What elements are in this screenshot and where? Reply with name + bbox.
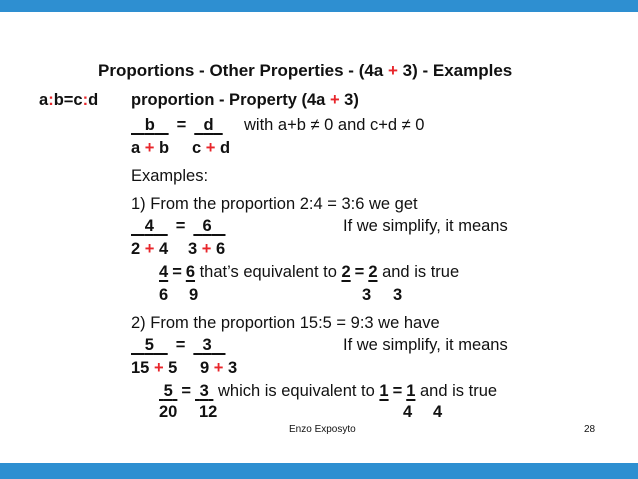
example2-denominator-left: 15 + 5 [131,359,178,377]
example1-simplified-den-right: 9 [189,286,199,304]
example1-simplified-den-left: 6 [159,286,169,304]
heading-plus-sign: + [329,91,340,109]
example2-num-left: 5 [144,336,154,354]
title-plus-sign: + [388,61,398,80]
example2-simplified-den-left: 20 [159,403,178,421]
example1-equiv-den-right: 3 [393,286,403,304]
example1-simplify-text: If we simplify, it means [343,217,508,235]
example1-denominator-right: 3 + 6 [188,240,226,258]
proportion-label: a:b=c:d [39,91,99,109]
property-denominator-left: a + b [131,139,170,157]
example2-intro: 2) From the proportion 15:5 = 9:3 we have [131,314,440,332]
examples-label: Examples: [131,167,209,185]
top-accent-bar [0,0,638,12]
bottom-accent-bar [0,463,638,479]
example1-equiv-den-left: 3 [362,286,372,304]
property-heading: proportion - Property (4a + 3) [131,91,359,109]
property-num-right: d [203,116,214,134]
example2-num-right: 3 [202,336,212,354]
example2-numerators: 5 = 3 [131,337,225,354]
property-num-left: b [144,116,155,134]
example1-denominator-left: 2 + 4 [131,240,169,258]
footer-author: Enzo Exposyto [289,424,356,435]
example2-simplified-line: 5 = 3 which is equivalent to 1 = 1 and is true [163,382,498,400]
example1-num-left: 4 [144,217,154,235]
example1-numerators: 4 = 6 [131,218,225,235]
example2-denominator-right: 9 + 3 [200,359,238,377]
example1-intro: 1) From the proportion 2:4 = 3:6 we get [131,195,418,213]
example2-simplify-text: If we simplify, it means [343,336,508,354]
page-number: 28 [584,424,596,435]
example1-num-right: 6 [202,217,212,235]
property-denominator-right: c + d [192,139,231,157]
slide-title: Proportions - Other Properties - (4a + 3) - Examples [98,61,513,80]
example2-simplified-den-right: 12 [199,403,218,421]
example1-simplified-line: 4 = 6 that’s equivalent to 2 = 2 and is true [159,263,460,281]
property-condition: with a+b ≠ 0 and c+d ≠ 0 [244,116,425,134]
example2-equiv-den-right: 4 [433,403,443,421]
property-numerators: b = d [131,117,223,134]
example2-equiv-den-left: 4 [403,403,413,421]
